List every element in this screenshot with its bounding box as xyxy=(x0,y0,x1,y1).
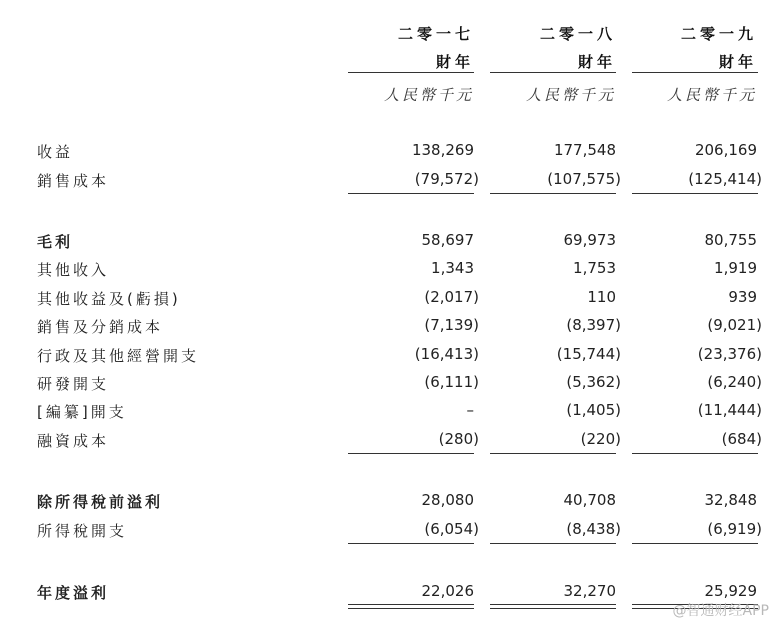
row-label: 銷售及分銷成本 xyxy=(37,318,164,336)
total-double-rule xyxy=(348,604,474,609)
row-value: 1,919 xyxy=(714,259,757,277)
row-value: (220) xyxy=(580,430,621,448)
row-value: (16,413) xyxy=(414,345,479,363)
row-value: (15,744) xyxy=(556,345,621,363)
col-header-year: 二零一七 xyxy=(397,25,474,43)
row-value: (5,362) xyxy=(566,373,621,391)
row-value: 138,269 xyxy=(411,141,474,159)
col-header-unit: 人民幣千元 xyxy=(525,86,616,104)
row-value: (2,017) xyxy=(424,288,479,306)
row-label: 銷售成本 xyxy=(37,172,110,190)
row-value: 32,848 xyxy=(704,491,757,509)
row-label: 除所得稅前溢利 xyxy=(37,493,164,511)
row-value: (6,054) xyxy=(424,520,479,538)
row-value: (7,139) xyxy=(424,316,479,334)
row-label: 其他收益及(虧損) xyxy=(37,290,181,308)
row-value: 1,753 xyxy=(573,259,616,277)
col-header-unit: 人民幣千元 xyxy=(666,86,757,104)
row-value: 1,343 xyxy=(431,259,474,277)
row-label: 研發開支 xyxy=(37,375,110,393)
row-value: 28,080 xyxy=(421,491,474,509)
row-value: (9,021) xyxy=(707,316,762,334)
row-value: 22,026 xyxy=(421,582,474,600)
subtotal-rule xyxy=(490,193,616,194)
row-value: 80,755 xyxy=(704,231,757,249)
row-value: (107,575) xyxy=(547,170,621,188)
row-label: 所得稅開支 xyxy=(37,522,128,540)
row-value: (6,111) xyxy=(424,373,479,391)
subtotal-rule xyxy=(348,543,474,544)
subtotal-rule xyxy=(348,453,474,454)
col-header-year: 二零一八 xyxy=(539,25,616,43)
row-value: 25,929 xyxy=(704,582,757,600)
col-header-unit: 人民幣千元 xyxy=(383,86,474,104)
row-label: 行政及其他經營開支 xyxy=(37,347,200,365)
col-header-year: 二零一九 xyxy=(680,25,757,43)
total-double-rule xyxy=(490,604,616,609)
col-header-fiscal-year: 財年 xyxy=(577,53,616,71)
col-header-fiscal-year: 財年 xyxy=(718,53,757,71)
subtotal-rule xyxy=(348,193,474,194)
row-value: 69,973 xyxy=(563,231,616,249)
row-value: (11,444) xyxy=(697,401,762,419)
subtotal-rule xyxy=(490,543,616,544)
col-header-fiscal-year: 財年 xyxy=(435,53,474,71)
watermark: @智通财经APP xyxy=(672,603,769,619)
row-value: 40,708 xyxy=(563,491,616,509)
row-value: 206,169 xyxy=(694,141,757,159)
row-value: – xyxy=(466,401,474,419)
row-value: 58,697 xyxy=(421,231,474,249)
row-label: 融資成本 xyxy=(37,432,110,450)
row-value: 939 xyxy=(728,288,757,306)
header-rule xyxy=(632,72,758,73)
subtotal-rule xyxy=(490,453,616,454)
row-value: (1,405) xyxy=(566,401,621,419)
row-label: 收益 xyxy=(37,143,74,161)
row-value: 177,548 xyxy=(553,141,616,159)
header-rule xyxy=(348,72,474,73)
subtotal-rule xyxy=(632,543,758,544)
row-value: (684) xyxy=(721,430,762,448)
row-value: (8,397) xyxy=(566,316,621,334)
row-value: (280) xyxy=(438,430,479,448)
subtotal-rule xyxy=(632,453,758,454)
row-label: 其他收入 xyxy=(37,261,110,279)
row-value: (23,376) xyxy=(697,345,762,363)
row-label: 毛利 xyxy=(37,233,74,251)
row-value: (125,414) xyxy=(688,170,762,188)
row-value: 32,270 xyxy=(563,582,616,600)
row-label: [編纂]開支 xyxy=(37,403,127,421)
subtotal-rule xyxy=(632,193,758,194)
header-rule xyxy=(490,72,616,73)
row-value: 110 xyxy=(587,288,616,306)
row-label: 年度溢利 xyxy=(37,584,110,602)
row-value: (6,919) xyxy=(707,520,762,538)
row-value: (6,240) xyxy=(707,373,762,391)
row-value: (8,438) xyxy=(566,520,621,538)
row-value: (79,572) xyxy=(414,170,479,188)
